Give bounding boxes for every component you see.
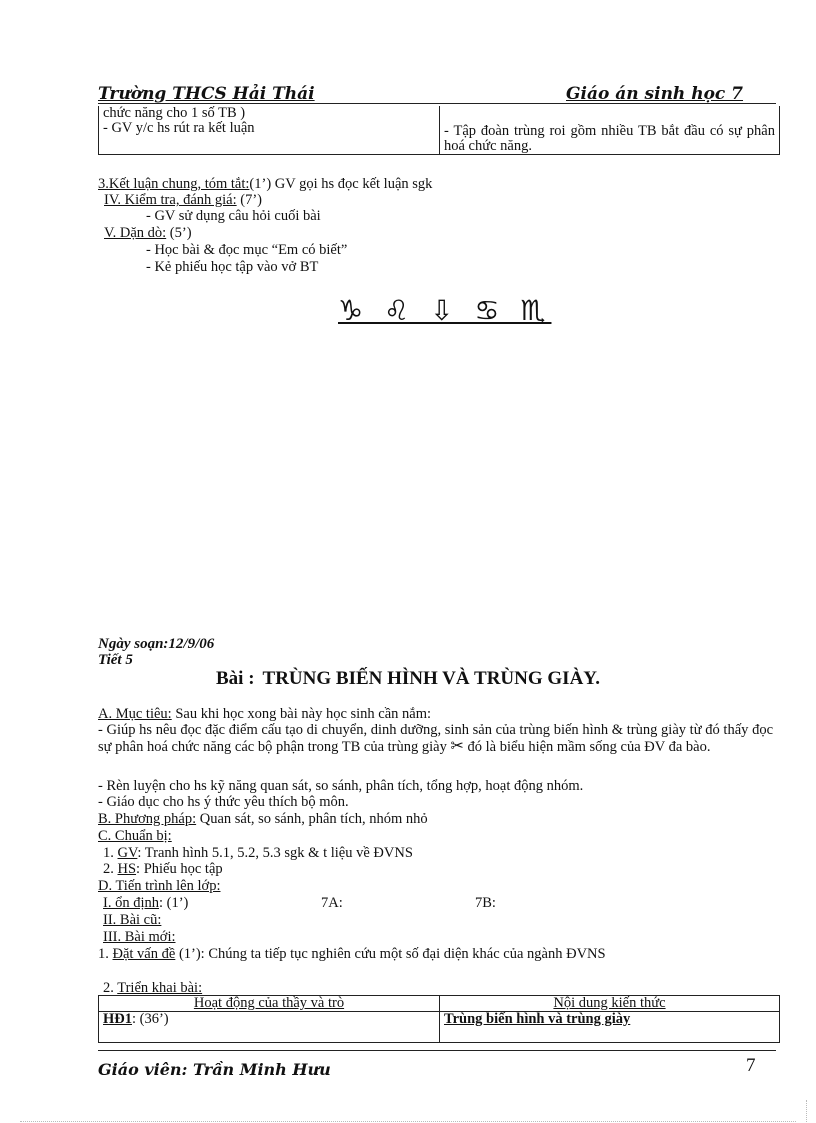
table-cell: chức năng cho 1 số TB ): [99, 106, 440, 121]
homework-label: V. Dặn dò:: [104, 225, 167, 241]
preparation-teacher-num: 1.: [103, 845, 118, 861]
lesson-title: TRÙNG BIẾN HÌNH VÀ TRÙNG GIÀY.: [262, 668, 601, 689]
intro-problem-label: Đặt vấn đề: [112, 946, 176, 962]
table-row: [99, 121, 780, 155]
table-cell-activity: [99, 1012, 440, 1043]
table-cell: - Tập đoàn trùng roi gồm nhiều TB bắt đầu có sự phân hoá chức năng.: [440, 121, 780, 155]
page-number: 7: [746, 1055, 756, 1076]
new-lesson-line: [103, 929, 176, 945]
preparation-heading: [98, 828, 172, 844]
activity-time: : (36’): [132, 1011, 169, 1027]
page-edge-vdots: [806, 1100, 807, 1122]
footer-rule: [98, 1050, 776, 1051]
class-7a: 7A:: [321, 895, 343, 911]
footer-teacher: Giáo viên: Trần Minh Hưu: [98, 1060, 331, 1079]
methods-line: [98, 811, 428, 827]
table-row: [99, 106, 780, 121]
stabilize-line: [103, 895, 523, 911]
lesson-title-prefix: Bài :: [216, 668, 255, 689]
methods-text: Quan sát, so sánh, phân tích, nhóm nhỏ: [196, 811, 428, 827]
objectives-point-3: - Giáo dục cho hs ý thức yêu thích bộ môn.: [98, 794, 349, 810]
evaluation-label: IV. Kiểm tra, đánh giá:: [104, 192, 237, 208]
header-subject: Giáo án sinh học 7: [566, 84, 744, 104]
stabilize-time: : (1’): [158, 895, 189, 911]
intro-problem: [98, 946, 773, 962]
lesson-table: [98, 995, 780, 1043]
new-lesson-label: III. Bài mới:: [103, 929, 176, 945]
scissors-icon: ✂: [450, 736, 464, 755]
preparation-teacher-text: : Tranh hình 5.1, 5.2, 5.3 sgk & t liệu về ĐVNS: [137, 845, 413, 861]
deploy-label: Triển khai bài:: [117, 980, 203, 996]
table-header-activity: Hoạt động của thầy và trò: [99, 996, 440, 1012]
preparation-student-num: 2.: [103, 861, 118, 877]
preparation-student-text: : Phiếu học tập: [136, 861, 223, 877]
page-edge-dots: [20, 1121, 796, 1122]
preparation-teacher-label: GV: [117, 845, 138, 861]
conclusion-text: (1’) GV gọi hs đọc kết luận sgk: [249, 176, 433, 192]
evaluation-time: (7’): [236, 192, 262, 208]
activity-label: HĐ1: [103, 1011, 132, 1027]
homework-time: (5’): [166, 225, 192, 241]
header-school: Trường THCS Hải Thái: [98, 84, 315, 104]
header-rule: [98, 103, 776, 104]
homework-line: [104, 225, 192, 241]
evaluation-line: [104, 192, 262, 208]
table-cell-content: [440, 1012, 780, 1043]
objectives-point-1-end: đó là biểu hiện mầm sống của ĐV đa bào.: [463, 739, 711, 755]
objectives-intro: Sau khi học xong bài này học sinh cần nắm:: [171, 706, 432, 722]
preparation-student: [103, 861, 223, 877]
procedure-label: D. Tiến trình lên lớp:: [98, 878, 221, 894]
objectives-label: A. Mục tiêu:: [98, 706, 172, 722]
lesson-date: Ngày soạn:12/9/06: [98, 636, 215, 652]
table-cell: [440, 106, 780, 121]
objectives-heading: [98, 706, 431, 722]
preparation-student-label: HS: [117, 861, 137, 877]
old-lesson-line: [103, 912, 161, 928]
stabilize-label: I. ổn định: [103, 895, 159, 911]
intro-problem-num: 1.: [98, 946, 113, 962]
table-header-content: Nội dung kiến thức: [440, 996, 780, 1012]
old-lesson-label: II. Bài cũ:: [103, 912, 162, 928]
content-topic: Trùng biến hình và trùng giày: [444, 1011, 631, 1027]
deploy-line: [103, 980, 202, 996]
table-row: [99, 1012, 780, 1043]
intro-problem-text: (1’): Chúng ta tiếp tục nghiên cứu một số đại diện khác của ngành ĐVNS: [175, 946, 606, 962]
objectives-point-2: - Rèn luyện cho hs kỹ năng quan sát, so sánh, phân tích, tổng hợp, hoạt động nhóm.: [98, 778, 584, 794]
objectives-point-1-text: - Giúp hs nêu đọc đặc điểm cấu tạo di chuyển, dinh dưỡng, sinh sản của trùng biến hình & trùng giày từ đó thấy đọc sự phân hoá chức năng các bộ phận trong TB của trùng giày: [98, 722, 773, 755]
homework-item-1: - Học bài & đọc mục “Em có biết”: [146, 242, 348, 258]
lesson-period: Tiết 5: [98, 652, 133, 668]
conclusion-line: [98, 176, 432, 192]
top-table: [98, 106, 780, 155]
ornament-symbols: ♑ ♌ ⇩ ♋ ♏: [338, 294, 552, 327]
preparation-teacher: [103, 845, 413, 861]
objectives-point-1: [98, 722, 773, 755]
table-header-row: [99, 996, 780, 1012]
class-7b: 7B:: [475, 895, 496, 911]
evaluation-item: - GV sử dụng câu hỏi cuối bài: [146, 208, 321, 224]
conclusion-label: 3.Kết luận chung, tóm tắt:: [98, 176, 250, 192]
table-cell: - GV y/c hs rút ra kết luận: [99, 121, 440, 155]
lesson-title-line: [216, 668, 600, 690]
preparation-label: C. Chuẩn bị:: [98, 828, 172, 844]
procedure-heading: [98, 878, 220, 894]
deploy-num: 2.: [103, 980, 118, 996]
homework-item-2: - Kẻ phiếu học tập vào vở BT: [146, 259, 319, 275]
methods-label: B. Phương pháp:: [98, 811, 197, 827]
